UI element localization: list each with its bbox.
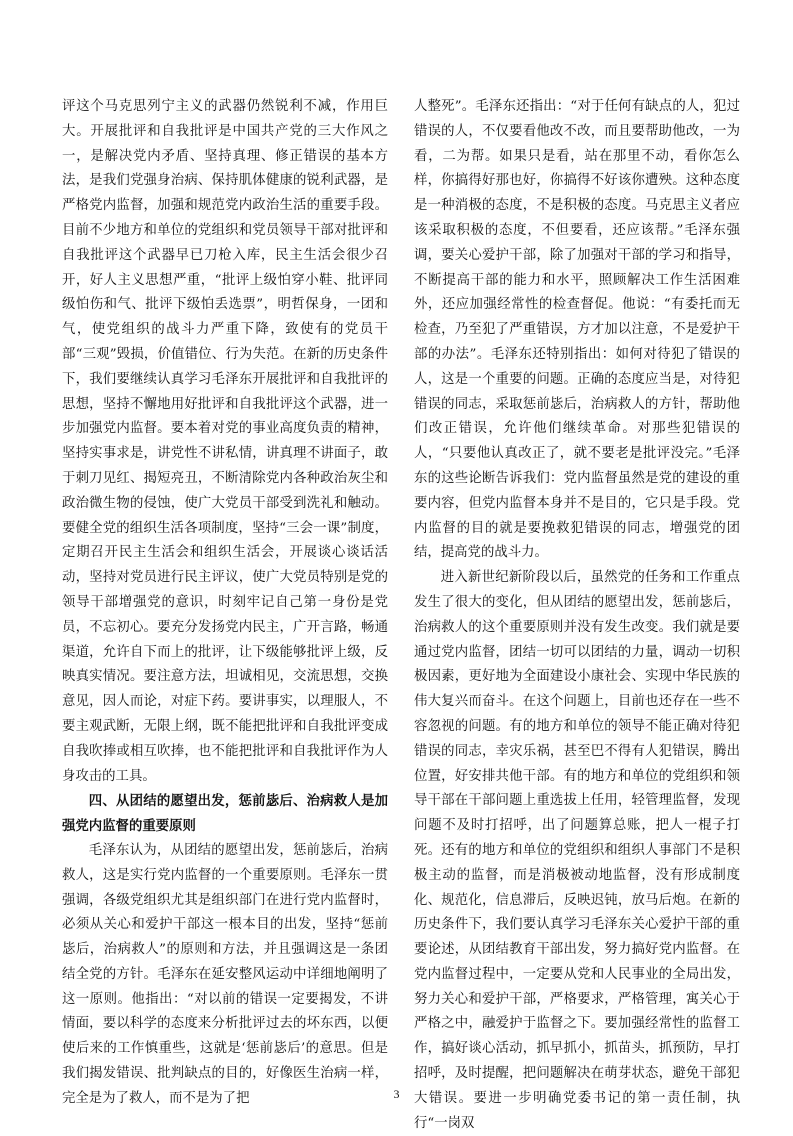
right-column (414, 95, 740, 1136)
left-column (62, 95, 388, 1112)
page-number: 3 (393, 1087, 400, 1101)
body-paragraph: 人整死”。毛泽东还指出：“对于任何有缺点的人，犯过错误的人，不仅要看他改不改，而且要帮助他改，一为看，二为帮。如果只是看，站在那里不动，看你怎么样，你搞得好那也好，你搞得不好该你遭殃。这种态度是一种消极的态度，不是积极的态度。马克思主义者应该采取积极的态度，不但要看，还应该帮。”毛泽东强调，要关心爱护干部，除了加强对干部的学习和指导，不断提高干部的能力和水平，照顾解决工作生活困难外，还应加强经常性的检查督促。他说：“有委托而无检查，乃至犯了严重错误，方才加以注意，不是爱护干部的办法”。毛泽东还特别指出：如何对待犯了错误的人，这是一个重要的问题。正确的态度应当是，对待犯错误的同志，采取惩前毖后，治病救人的方针，帮助他们改正错误，允许他们继续革命。对那些犯错误的人，“只要他认真改正了，就不要老是批评没完。”毛泽东的这些论断告诉我们：党内监督虽然是党的建设的重要内容，但党内监督本身并不是目的，它只是手段。党内监督的目的就是要挽救犯错误的同志，增强党的团结，提高党的战斗力。 (414, 99, 740, 561)
body-paragraph: 进入新世纪新阶段以后，虽然党的任务和工作重点发生了很大的变化，但从团结的愿望出发，惩前毖后，治病救人的这个重要原则并没有发生改变。我们就是要通过党内监督，团结一切可以团结的力量，调动一切积极因素，更好地为全面建设小康社会、实现中华民族的伟大复兴而奋斗。在这个问题上，目前也还存在一些不容忽视的问题。有的地方和单位的领导不能正确对待犯错误的同志，幸灾乐祸，甚至巴不得有人犯错误，腾出位置，好安排共他干部。有的地方和单位的党组织和领导干部在干部问题上重选拔上任用，轻管理监督，发现问题不及时打招呼，出了问题算总账，把人一棍子打死。还有的地方和单位的党组织和组织人事部门不是积极主动的监督，而是消极被动地监督，没有形成制度化、规范化，信息滞后，反映迟钝，放马后炮。在新的历史条件下，我们要认真学习毛泽东关心爱护干部的重要论述，从团结教育干部出发，努力搞好党内监督。在党内监督过程中，一定要从党和人民事业的全局出发，努力关心和爱护干部，严格要求，严格管理，寓关心于严格之中，融爱护于监督之下。要加强经常性的监督工作，搞好谈心活动，抓早抓小，抓苗头，抓预防，早打招呼，及时提醒，把问题解决在萌芽状态，避免干部犯大错误。要进一步明确党委书记的第一责任制，执行“一岗双 (414, 570, 740, 1131)
body-paragraph: 毛泽东认为，从团结的愿望出发，惩前毖后，治病救人，这是实行党内监督的一个重要原则。毛泽东一贯强调，各级党组织尤其是组织部门在进行党内监督时，必须从关心和爱护干部这一根本目的出发，坚持“惩前毖后，治病救人”的原则和方法，并且强调这是一条团结全党的方针。毛泽东在延安整风运动中详细地阐明了这一原则。他指出：“对以前的错误一定要揭发，不讲情面，要以科学的态度来分析批评过去的坏东西，以便使后来的工作慎重些，这就是‘惩前毖后’的意思。但是我们揭发错误、批判缺点的目的，好像医生治病一样，完全是为了救人，而不是为了把 (62, 842, 388, 1106)
body-paragraph: 评这个马克思列宁主义的武器仍然锐利不减，作用巨大。开展批评和自我批评是中国共产党的三大作风之一，是解决党内矛盾、坚持真理、修正错误的基本方法，是我们党强身治病、保持肌体健康的锐利武器，是严格党内监督，加强和规范党内政治生活的重要手段。目前不少地方和单位的党组织和党员领导干部对批评和自我批评这个武器早已刀枪入库，民主生活会很少召开，好人主义思想严重，“批评上级怕穿小鞋、批评同级怕伤和气、批评下级怕丢选票”，明哲保身，一团和气，使党组织的战斗力严重下降，致使有的党员干部“三观”毁损，价值错位、行为失范。在新的历史条件下，我们要继续认真学习毛泽东开展批评和自我批评的思想，坚持不懈地用好批评和自我批评这个武器，进一步加强党内监督。要本着对党的事业高度负责的精神，坚持实事求是，讲党性不讲私情，讲真理不讲面子，敢于刺刀见红、揭短亮丑，不断清除党内各种政治灰尘和政治微生物的侵蚀，使广大党员干部受到洗礼和触动。要健全党的组织生活各项制度，坚持“三会一课”制度，定期召开民主生活会和组织生活会，开展谈心谈话活动，坚持对党员进行民主评议，使广大党员特别是党的领导干部增强党的意识，时刻牢记自己第一身份是党员，不忘初心。要充分发扬党内民主，广开言路，畅通渠道，允许自下而上的批评，让下级能够批评上级，反映真实情况。要注意方法，坦诚相见，交流思想，交换意见，因人而论，对症下药。要讲事实，以理服人，不要主观武断，无限上纲，既不能把批评和自我批评变成自我吹捧或相互吹捧，也不能把批评和自我批评作为人身攻击的工具。 (62, 99, 388, 784)
section-heading: 四、从团结的愿望出发，惩前毖后、治病救人是加强党内监督的重要原则 (62, 793, 388, 835)
